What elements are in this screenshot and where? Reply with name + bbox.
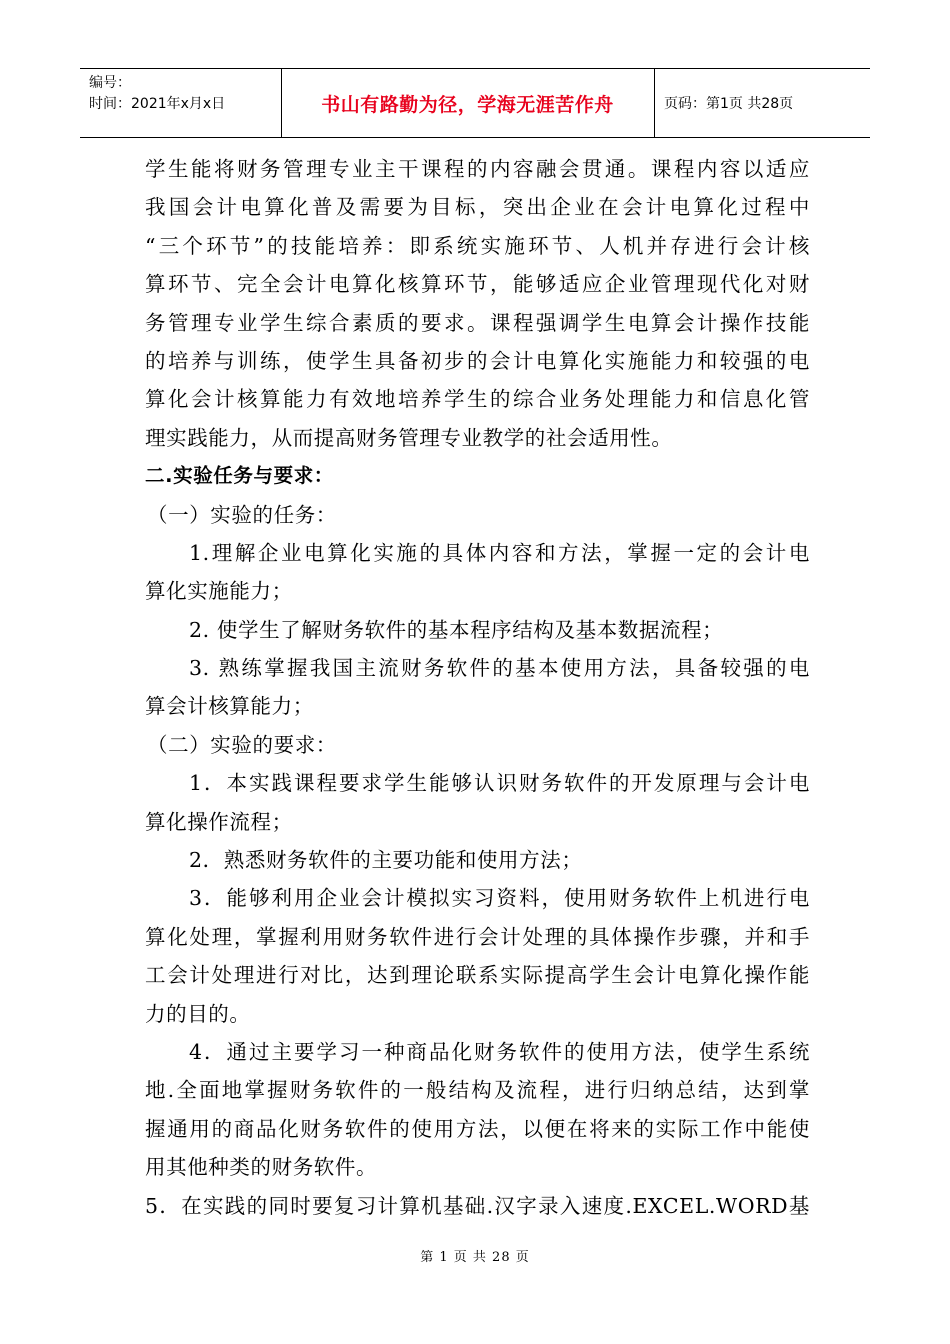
header-divider xyxy=(654,69,655,137)
body-line: 算会计核算能力； xyxy=(145,694,314,719)
body-line: 地.全面地掌握财务软件的一般结构及流程，进行归纳总结，达到掌 xyxy=(145,1078,810,1103)
section-heading: 二.实验任务与要求： xyxy=(145,464,334,488)
body-line: “三个环节”的技能培养：即系统实施环节、人机并存进行会计核 xyxy=(145,233,810,258)
list-item: 2．熟悉财务软件的主要功能和使用方法； xyxy=(189,848,583,873)
body-line: 工会计处理进行对比，达到理论联系实际提高学生会计电算化操作能 xyxy=(145,963,810,988)
list-item: 3. 熟练掌握我国主流财务软件的基本使用方法，具备较强的电 xyxy=(189,656,810,681)
body-line: 务管理专业学生综合素质的要求。课程强调学生电算会计操作技能 xyxy=(145,310,810,335)
body-line: 学生能将财务管理专业主干课程的内容融会贯通。课程内容以适应 xyxy=(145,157,810,181)
list-item: 1．本实践课程要求学生能够认识财务软件的开发原理与会计电 xyxy=(189,771,810,796)
doc-time-label: 时间：2021年x月x日 xyxy=(89,96,226,112)
list-item: 2. 使学生了解财务软件的基本程序结构及基本数据流程； xyxy=(189,617,724,642)
body-line: 算化处理，掌握利用财务软件进行会计处理的具体操作步骤，并和手 xyxy=(145,924,810,949)
body-line: 的培养与训练，使学生具备初步的会计电算化实施能力和较强的电 xyxy=(145,348,810,373)
doc-number-label: 编号： xyxy=(89,75,131,91)
document-body xyxy=(145,150,810,1225)
body-line: 力的目的。 xyxy=(145,1001,251,1026)
body-line: 算化实施能力； xyxy=(145,579,293,604)
header-motto: 书山有路勤为径，学海无涯苦作舟 xyxy=(321,93,614,116)
body-line: 我国会计电算化普及需要为目标，突出企业在会计电算化过程中 xyxy=(145,195,810,220)
body-line: 算化会计核算能力有效地培养学生的综合业务处理能力和信息化管 xyxy=(145,387,810,412)
body-line: 握通用的商品化财务软件的使用方法，以便在将来的实际工作中能使 xyxy=(145,1116,810,1141)
body-line: 算环节、完全会计电算化核算环节，能够适应企业管理现代化对财 xyxy=(145,272,810,297)
page-footer: 第 1 页 共 28 页 xyxy=(420,1250,530,1265)
subsection-heading: （一）实验的任务： xyxy=(147,502,337,527)
list-item: 5．在实践的同时要复习计算机基础.汉字录入速度.EXCEL.WORD基 xyxy=(145,1193,810,1218)
header-page-label: 页码：第1页 共28页 xyxy=(664,96,794,112)
list-item: 1.理解企业电算化实施的具体内容和方法，掌握一定的会计电 xyxy=(189,540,810,565)
header-meta xyxy=(89,73,225,115)
list-item: 3．能够利用企业会计模拟实习资料，使用财务软件上机进行电 xyxy=(189,886,810,911)
list-item: 4．通过主要学习一种商品化财务软件的使用方法，使学生系统 xyxy=(189,1039,810,1064)
subsection-heading: （二）实验的要求： xyxy=(147,732,337,757)
page-header xyxy=(80,68,870,138)
body-line: 算化操作流程； xyxy=(145,809,293,834)
body-line: 理实践能力，从而提高财务管理专业教学的社会适用性。 xyxy=(145,425,673,450)
body-line: 用其他种类的财务软件。 xyxy=(145,1155,378,1180)
